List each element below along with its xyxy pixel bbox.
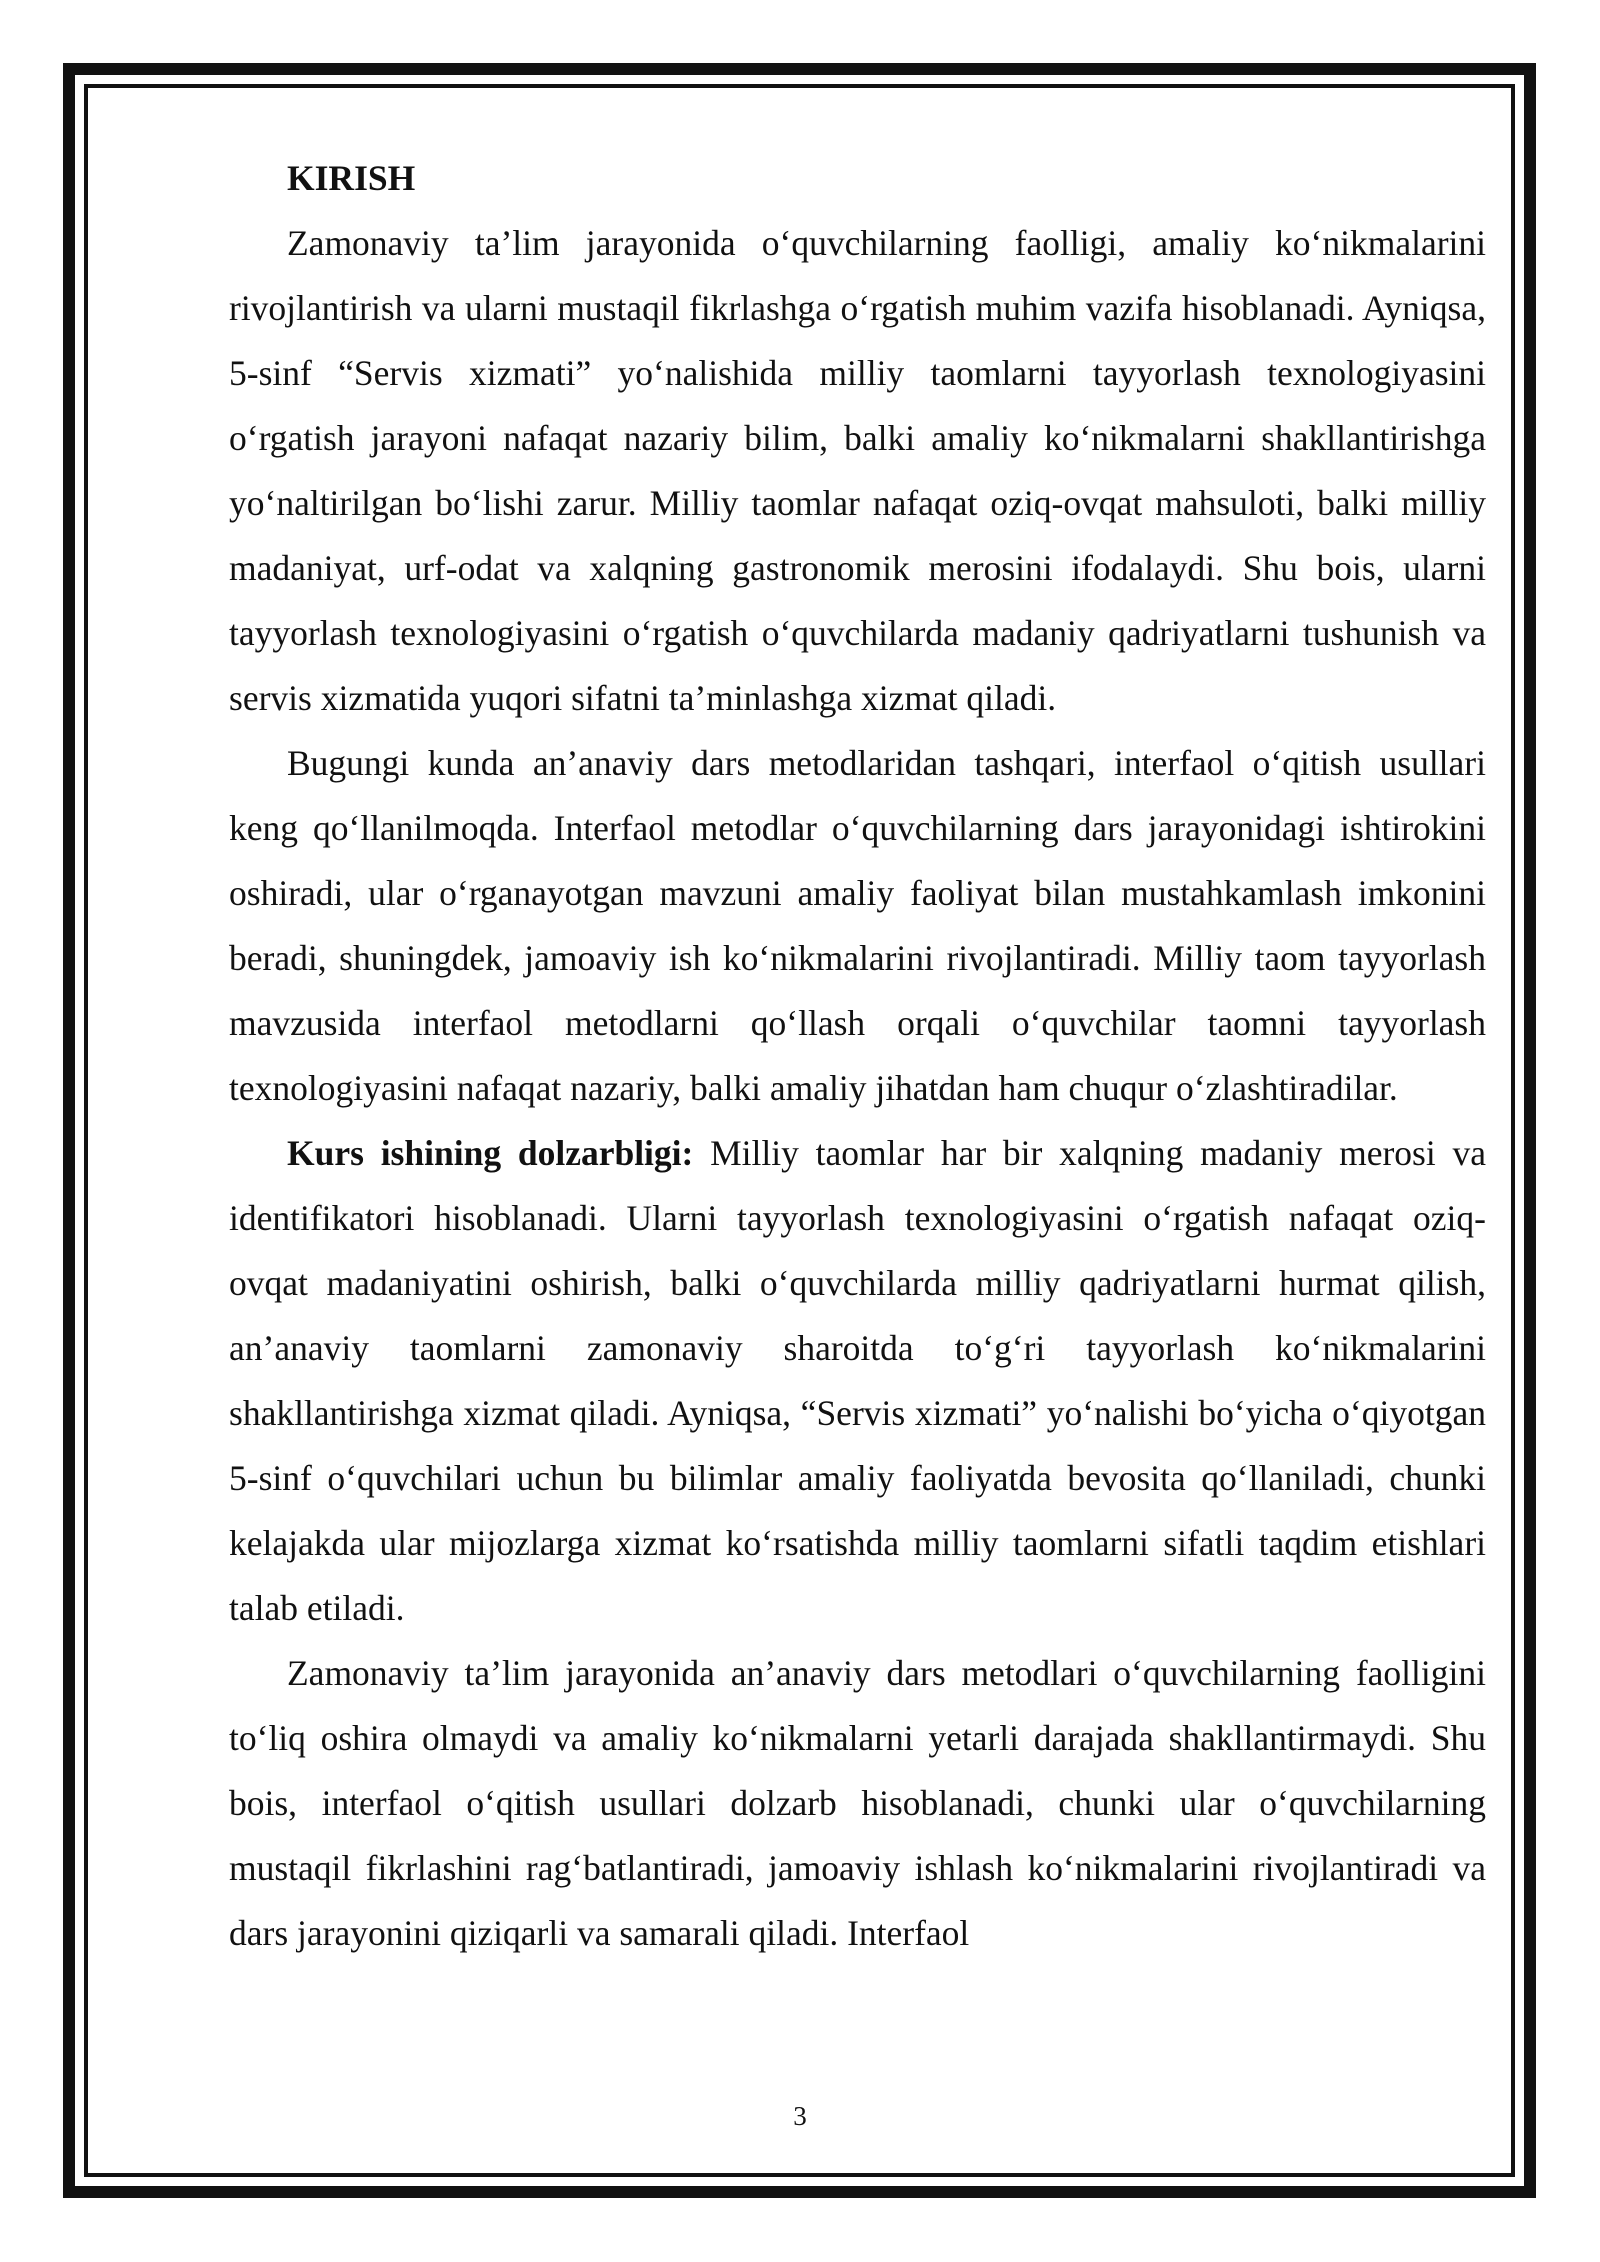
- paragraph-relevance: [229, 1121, 1486, 1641]
- section-heading: KIRISH: [287, 158, 416, 198]
- paragraph-text: Zamonaviy ta’lim jarayonida an’anaviy dars metodlari o‘quvchilarning faolligini to‘liq oshira olmaydi va amaliy ko‘nikmalarni yetarli darajada shakllantirmaydi. Shu bois, interfaol o‘qitish usullari dolzarb hisoblanadi, chunki ular o‘quvchilarning mustaqil fikrlashini rag‘batlantiradi, jamoaviy ishlash ko‘nikmalarini rivojlantiradi va dars jarayonini qiziqarli va samarali qiladi. Interfaol: [229, 1653, 1486, 1953]
- page-number: 3: [793, 2101, 807, 2131]
- paragraph-methods: [229, 731, 1486, 1121]
- document-body: [229, 146, 1486, 1966]
- paragraph-text: Zamonaviy ta’lim jarayonida o‘quvchilarning faolligi, amaliy ko‘nikmalarini rivojlantirish va ularni mustaqil fikrlashga o‘rgatish muhim vazifa hisoblanadi. Ayniqsa, 5-sinf “Servis xizmati” yo‘nalishida milliy taomlarni tayyorlash texnologiyasini o‘rgatish jarayoni nafaqat nazariy bilim, balki amaliy ko‘nikmalarni shakllantirishga yo‘naltirilgan bo‘lishi zarur. Milliy taomlar nafaqat oziq-ovqat mahsuloti, balki milliy madaniyat, urf-odat va xalqning gastronomik merosini ifodalaydi. Shu bois, ularni tayyorlash texnologiyasini o‘rgatish o‘quvchilarda madaniy qadriyatlarni tushunish va servis xizmatida yuqori sifatni ta’minlashga xizmat qiladi.: [229, 223, 1486, 718]
- paragraph-text: Milliy taomlar har bir xalqning madaniy merosi va identifikatori hisoblanadi. Ularni tayyorlash texnologiyasini o‘rgatish nafaqat oziq-ovqat madaniyatini oshirish, balki o‘quvchilarda milliy qadriyatlarni hurmat qilish, an’anaviy taomlarni zamonaviy sharoitda to‘g‘ri tayyorlash ko‘nikmalarini shakllantirishga xizmat qiladi. Ayniqsa, “Servis xizmati” yo‘nalishi bo‘yicha o‘qiyotgan 5-sinf o‘quvchilari uchun bu bilimlar amaliy faoliyatda bevosita qo‘llaniladi, chunki kelajakda ular mijozlarga xizmat ko‘rsatishda milliy taomlarni sifatli taqdim etishlari talab etiladi.: [229, 1133, 1486, 1628]
- paragraph-lead-bold: Kurs ishining dolzarbligi:: [287, 1133, 694, 1173]
- paragraph-text: Bugungi kunda an’anaviy dars metodlaridan tashqari, interfaol o‘qitish usullari keng qo‘llanilmoqda. Interfaol metodlar o‘quvchilarning dars jarayonidagi ishtirokini oshiradi, ular o‘rganayotgan mavzuni amaliy faoliyat bilan mustahkamlash imkonini beradi, shuningdek, jamoaviy ish ko‘nikmalarini rivojlantiradi. Milliy taom tayyorlash mavzusida interfaol metodlarni qo‘llash orqali o‘quvchilar taomni tayyorlash texnologiyasini nafaqat nazariy, balki amaliy jihatdan ham chuqur o‘zlashtiradilar.: [229, 743, 1486, 1108]
- paragraph-modern-education: [229, 1641, 1486, 1966]
- paragraph-intro: [229, 211, 1486, 731]
